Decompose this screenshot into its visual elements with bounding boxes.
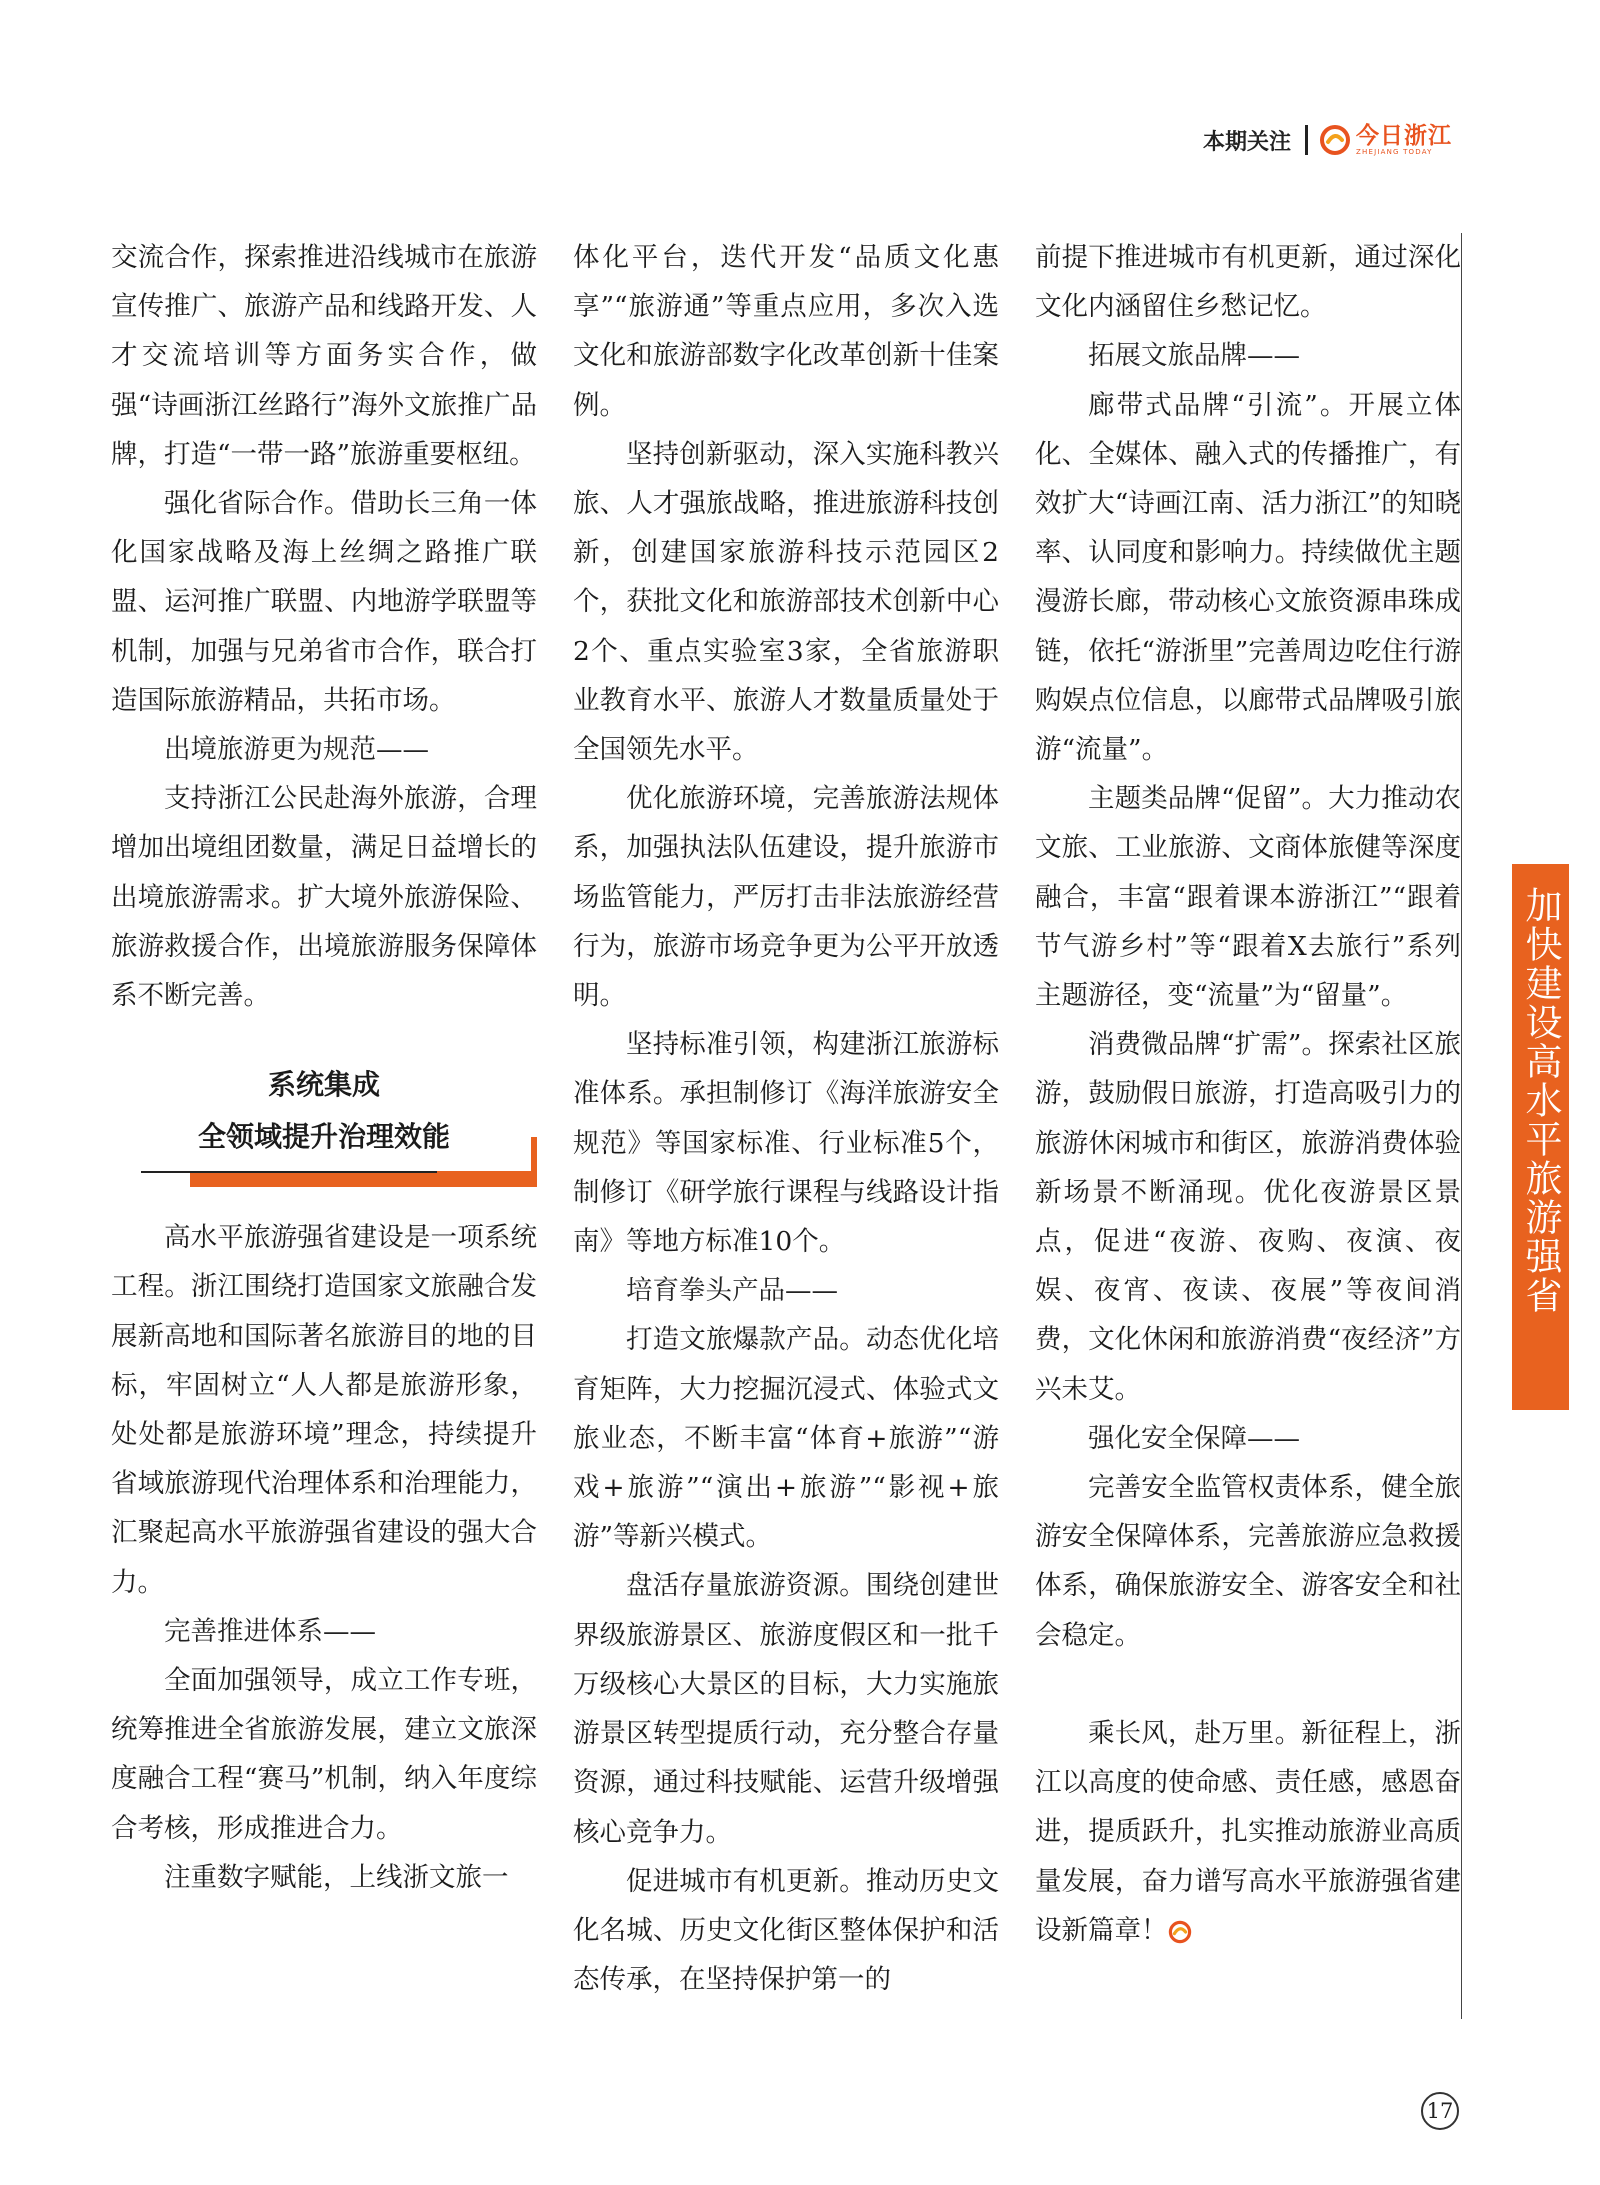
paragraph: 交流合作，探索推进沿线城市在旅游宣传推广、旅游产品和线路开发、人才交流培训等方面务实合作，做强“诗画浙江丝路行”海外文旅推广品牌，打造“一带一路”旅游重要枢纽。 (111, 242, 537, 470)
paragraph: 消费微品牌“扩需”。探索社区旅游，鼓励假日旅游，打造高吸引力的旅游休闲城市和街区，旅游消费体验新场景不断涌现。优化夜游景区景点，促进“夜游、夜购、夜演、夜娱、夜宵、夜读、夜展”等夜间消费，文化休闲和旅游消费“夜经济”方兴未艾。 (1035, 1029, 1461, 1405)
paragraph: 全面加强领导，成立工作专班，统筹推进全省旅游发展，建立文旅深度融合工程“赛马”机制，纳入年度综合考核，形成推进合力。 (111, 1665, 537, 1844)
logo-cn-text: 今日浙江 (1356, 122, 1452, 149)
section-heading (111, 1065, 537, 1312)
zhejiang-today-logo (1320, 124, 1452, 156)
header-divider (1305, 125, 1308, 155)
section-title-line1: 系统集成 (267, 1068, 380, 1102)
closing-text: 乘长风，赴万里。新征程上，浙江以高度的使命感、责任感，感恩奋进，提质跃升，扎实推动旅游业高质量发展，奋力谱写高水平旅游强省建设新篇章！ (1035, 1717, 1461, 1946)
paragraph: 强化省际合作。借助长三角一体化国家战略及海上丝绸之路推广联盟、运河推广联盟、内地游学联盟等机制，加强与兄弟省市合作，联合打造国际旅游精品，共拓市场。 (111, 488, 537, 716)
paragraph: 打造文旅爆款产品。动态优化培育矩阵，大力挖掘沉浸式、体验式文旅业态，不断丰富“体育+旅游”“游戏+旅游”“演出+旅游”“影视+旅游”等新兴模式。 (573, 1324, 999, 1553)
subheading: 出境旅游更为规范—— (164, 734, 429, 766)
paragraph: 优化旅游环境，完善旅游法规体系，加强执法队伍建设，提升旅游市场监管能力，严厉打击非法旅游经营行为，旅游市场竞争更为公平开放透明。 (573, 783, 999, 1012)
paragraph: 完善安全监管权责体系，健全旅游安全保障体系，完善旅游应急救援体系，确保旅游安全、游客安全和社会稳定。 (1035, 1472, 1461, 1651)
subheading: 拓展文旅品牌—— (1088, 340, 1300, 372)
paragraph: 注重数字赋能，上线浙文旅一 (164, 1861, 509, 1893)
paragraph: 盘活存量旅游资源。围绕创建世界级旅游景区、旅游度假区和一批千万级核心大景区的目标，大力实施旅游景区转型提质行动，充分整合存量资源，通过科技赋能、运营升级增强核心竞争力。 (573, 1570, 999, 1848)
paragraph: 廊带式品牌“引流”。开展立体化、全媒体、融入式的传播推广，有效扩大“诗画江南、活力浙江”的知晓率、认同度和影响力。持续做优主题漫游长廊，带动核心文旅资源串珠成链，依托“游浙里”完善周边吃住行游购娱点位信息，以廊带式品牌吸引旅游“流量”。 (1035, 389, 1461, 766)
paragraph: 坚持创新驱动，深入实施科教兴旅、人才强旅战略，推进旅游科技创新，创建国家旅游科技示范园区2个，获批文化和旅游部技术创新中心2个、重点实验室3家，全省旅游职业教育水平、旅游人才数量质量处于全国领先水平。 (573, 438, 999, 766)
page-number: 17 (1421, 2092, 1459, 2130)
subheading: 完善推进体系—— (164, 1615, 376, 1647)
side-tab (1512, 864, 1569, 1410)
paragraph: 支持浙江公民赴海外旅游，合理增加出境组团数量，满足日益增长的出境旅游需求。扩大境外旅游保险、旅游救援合作，出境旅游服务保障体系不断完善。 (111, 783, 537, 1012)
subheading: 强化安全保障—— (1088, 1422, 1300, 1454)
paragraph: 前提下推进城市有机更新，通过深化文化内涵留住乡愁记忆。 (1035, 242, 1461, 323)
paragraph: 坚持标准引领，构建浙江旅游标准体系。承担制修订《海洋旅游安全规范》等国家标准、行业标准5个，制修订《研学旅行课程与线路设计指南》等地方标准10个。 (573, 1029, 999, 1258)
closing-paragraph (1035, 1709, 1461, 1955)
logo-swirl-icon (1320, 125, 1350, 155)
paragraph-spacer (1035, 1660, 1461, 1709)
article-column-3 (1035, 233, 1461, 1955)
paragraph: 促进城市有机更新。推动历史文化名城、历史文化街区整体保护和活态传承，在坚持保护第一的 (573, 1865, 999, 1996)
subheading: 培育拳头产品—— (626, 1275, 838, 1307)
side-tab-text: 加快建设高水平旅游强省 (1519, 886, 1562, 1315)
page-header (1203, 118, 1452, 162)
end-logo-icon (1168, 1920, 1192, 1944)
section-title-line2: 全领域提升治理效能 (197, 1120, 450, 1154)
paragraph: 体化平台，迭代开发“品质文化惠享”“旅游通”等重点应用，多次入选文化和旅游部数字化改革创新十佳案例。 (573, 242, 999, 421)
article-column-2 (573, 233, 999, 2004)
column-divider (1461, 233, 1462, 2019)
paragraph: 主题类品牌“促留”。大力推动农文旅、工业旅游、文商体旅健等深度融合，丰富“跟着课本游浙江”“跟着节气游乡村”等“跟着X去旅行”系列主题游径，变“流量”为“留量”。 (1035, 783, 1461, 1012)
section-label: 本期关注 (1202, 129, 1291, 155)
paragraph: 高水平旅游强省建设是一项系统工程。浙江围绕打造国家文旅融合发展新高地和国际著名旅游目的地的目标，牢固树立“人人都是旅游形象，处处都是旅游环境”理念，持续提升省域旅游现代治理体系和治理能力，汇聚起高水平旅游强省建设的强大合力。 (111, 1222, 537, 1598)
logo-en-text: ZHEJIANG TODAY (1356, 148, 1433, 156)
section-heading-underline (141, 1171, 437, 1173)
article-column-1 (111, 233, 537, 1902)
